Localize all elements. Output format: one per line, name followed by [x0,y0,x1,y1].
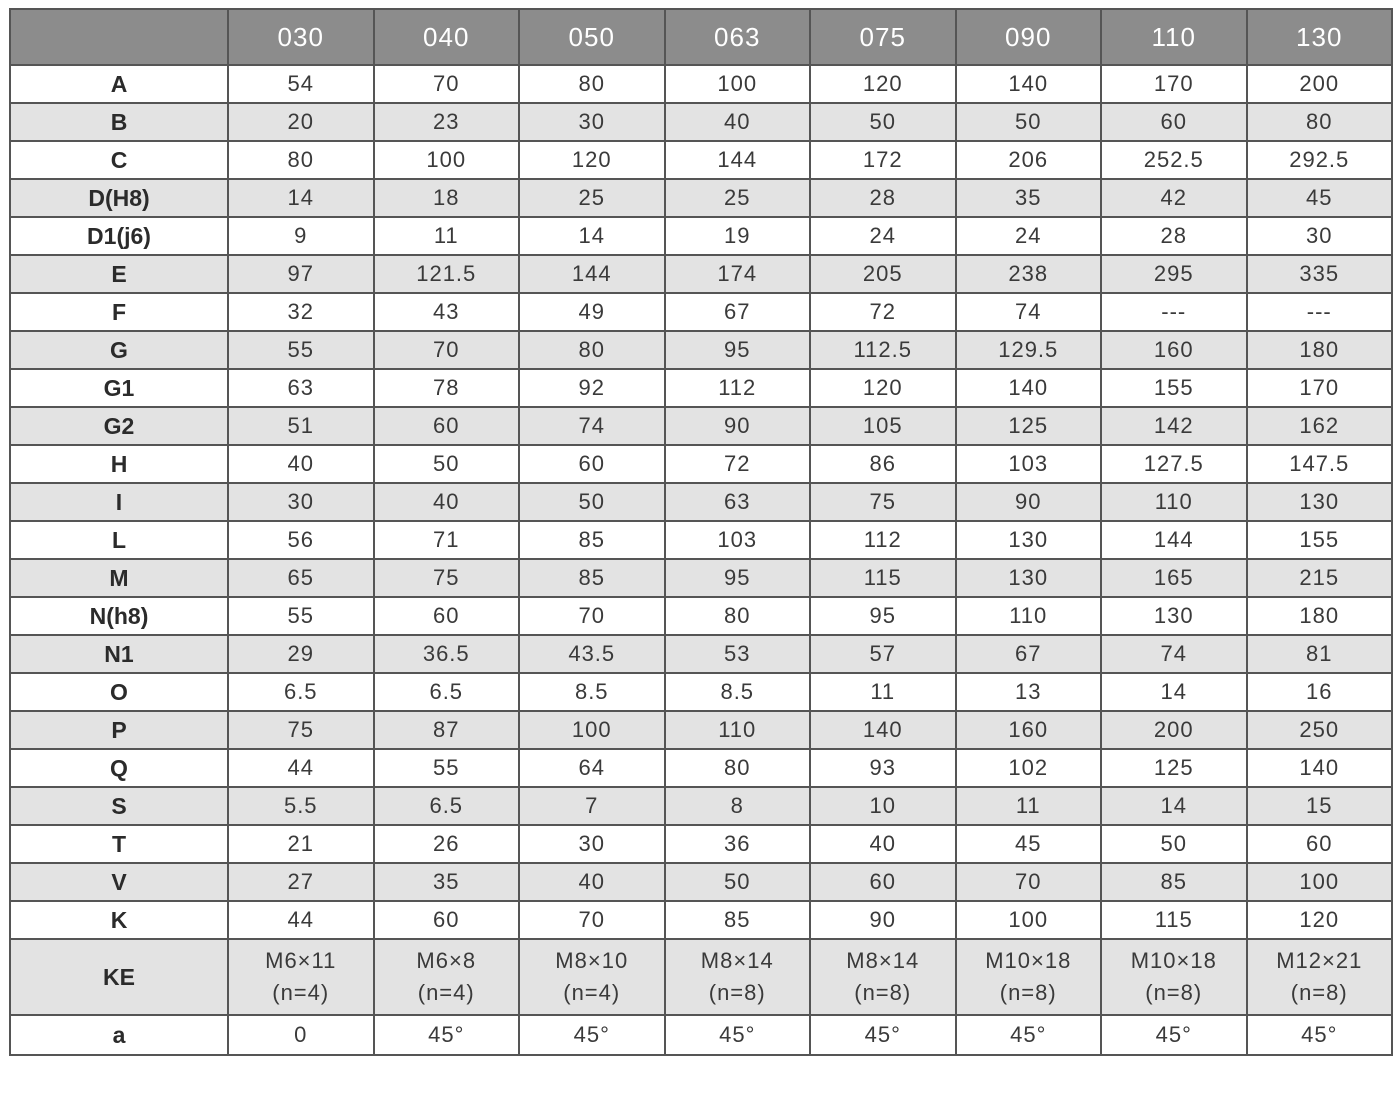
table-cell: 130 [1101,597,1247,635]
table-cell: 121.5 [374,255,520,293]
row-label: L [10,521,228,559]
table-cell: 63 [228,369,374,407]
row-label: F [10,293,228,331]
table-cell: 40 [519,863,665,901]
table-cell: 110 [665,711,811,749]
table-cell: 11 [374,217,520,255]
table-cell: 54 [228,65,374,103]
table-cell: 8.5 [519,673,665,711]
table-cell: 60 [810,863,956,901]
table-cell: 80 [519,65,665,103]
table-cell: 42 [1101,179,1247,217]
table-cell: 162 [1247,407,1393,445]
table-cell: 45 [1247,179,1393,217]
table-cell: 45° [374,1015,520,1055]
table-cell: 13 [956,673,1102,711]
table-cell: 6.5 [374,673,520,711]
table-row [10,179,1392,217]
table-cell: 45° [519,1015,665,1055]
dimension-table-container [9,8,1393,1056]
table-cell [665,939,811,1015]
table-cell: 110 [1101,483,1247,521]
table-row [10,293,1392,331]
table-cell: 180 [1247,331,1393,369]
cell-line: (n=8) [1145,980,1203,1005]
table-cell: 90 [810,901,956,939]
row-label: S [10,787,228,825]
row-label: M [10,559,228,597]
table-cell: 125 [1101,749,1247,787]
table-cell: 200 [1247,65,1393,103]
table-cell: 24 [810,217,956,255]
table-cell: 120 [519,141,665,179]
table-cell: 10 [810,787,956,825]
table-cell: 40 [228,445,374,483]
row-label: T [10,825,228,863]
table-row [10,825,1392,863]
cell-line: (n=8) [708,980,766,1005]
table-cell: 11 [956,787,1102,825]
table-cell: 174 [665,255,811,293]
table-cell: 180 [1247,597,1393,635]
table-cell: 36 [665,825,811,863]
table-cell: 70 [519,597,665,635]
table-cell: 25 [665,179,811,217]
table-cell: 74 [956,293,1102,331]
table-cell: 57 [810,635,956,673]
table-cell: 120 [810,369,956,407]
table-cell: 103 [665,521,811,559]
table-cell [956,939,1102,1015]
row-label: C [10,141,228,179]
row-label: D(H8) [10,179,228,217]
table-row [10,1015,1392,1055]
table-cell: 67 [665,293,811,331]
table-cell: 56 [228,521,374,559]
table-cell: 140 [956,65,1102,103]
table-cell: 103 [956,445,1102,483]
table-cell: 292.5 [1247,141,1393,179]
table-cell [228,939,374,1015]
table-cell: 102 [956,749,1102,787]
table-cell: 115 [810,559,956,597]
table-cell: 28 [810,179,956,217]
table-cell: 70 [519,901,665,939]
table-cell: 125 [956,407,1102,445]
column-header-5: 090 [956,9,1102,65]
table-row [10,445,1392,483]
column-header-4: 075 [810,9,956,65]
table-cell: 20 [228,103,374,141]
table-cell: 15 [1247,787,1393,825]
table-cell: 8 [665,787,811,825]
table-cell: 100 [374,141,520,179]
cell-line: M6×8 [416,948,477,973]
table-cell: 16 [1247,673,1393,711]
row-label: G1 [10,369,228,407]
cell-line: (n=8) [999,980,1057,1005]
table-row [10,673,1392,711]
table-cell: 250 [1247,711,1393,749]
table-cell: 30 [519,825,665,863]
cell-line: M10×18 [1130,948,1217,973]
table-cell: 45 [956,825,1102,863]
table-cell [1247,939,1393,1015]
table-cell: 90 [665,407,811,445]
cell-line: M8×14 [700,948,774,973]
table-cell: 60 [1247,825,1393,863]
cell-line: M12×21 [1276,948,1363,973]
table-cell: 60 [519,445,665,483]
table-cell: 112 [810,521,956,559]
table-cell: 95 [665,559,811,597]
table-cell: 112.5 [810,331,956,369]
table-row [10,939,1392,1015]
table-cell: 85 [665,901,811,939]
table-cell: 55 [374,749,520,787]
table-cell: 25 [519,179,665,217]
column-header-1: 040 [374,9,520,65]
table-cell: 11 [810,673,956,711]
table-cell: 115 [1101,901,1247,939]
table-cell: 50 [956,103,1102,141]
row-label: B [10,103,228,141]
table-cell: 140 [956,369,1102,407]
table-cell: 120 [810,65,956,103]
table-cell: 21 [228,825,374,863]
table-cell: 70 [374,331,520,369]
table-cell: 23 [374,103,520,141]
table-cell: 105 [810,407,956,445]
table-cell: 0 [228,1015,374,1055]
table-cell: 64 [519,749,665,787]
table-cell: 80 [519,331,665,369]
table-cell: 24 [956,217,1102,255]
table-cell: 70 [956,863,1102,901]
cell-line: M10×18 [985,948,1072,973]
table-cell [810,939,956,1015]
table-cell: 112 [665,369,811,407]
table-cell: 155 [1101,369,1247,407]
row-label: E [10,255,228,293]
table-cell: 155 [1247,521,1393,559]
table-cell: 6.5 [374,787,520,825]
table-cell: 75 [374,559,520,597]
table-cell: 90 [956,483,1102,521]
row-label: K [10,901,228,939]
table-cell: 80 [665,597,811,635]
column-header-0: 030 [228,9,374,65]
table-cell: 142 [1101,407,1247,445]
table-cell: 160 [956,711,1102,749]
table-cell: 130 [956,521,1102,559]
table-cell: 140 [810,711,956,749]
table-cell: 60 [1101,103,1247,141]
table-cell: 44 [228,749,374,787]
table-row [10,711,1392,749]
table-cell: 170 [1247,369,1393,407]
table-cell: 44 [228,901,374,939]
table-cell: 129.5 [956,331,1102,369]
table-cell: 92 [519,369,665,407]
row-label: O [10,673,228,711]
table-cell: 30 [519,103,665,141]
table-cell: 32 [228,293,374,331]
table-cell [374,939,520,1015]
table-cell: 100 [1247,863,1393,901]
table-cell: 71 [374,521,520,559]
table-cell: 50 [665,863,811,901]
table-cell: 95 [810,597,956,635]
table-cell: 27 [228,863,374,901]
table-cell: 40 [374,483,520,521]
table-row [10,65,1392,103]
table-cell: 29 [228,635,374,673]
table-cell [1101,939,1247,1015]
table-cell: 43.5 [519,635,665,673]
table-cell [519,939,665,1015]
table-cell: 18 [374,179,520,217]
table-cell: 110 [956,597,1102,635]
row-label: G [10,331,228,369]
table-cell: 100 [519,711,665,749]
table-cell: 170 [1101,65,1247,103]
cell-line: M8×10 [555,948,629,973]
table-cell: --- [1247,293,1393,331]
row-label: N1 [10,635,228,673]
table-cell: 26 [374,825,520,863]
table-row [10,597,1392,635]
table-cell: 40 [810,825,956,863]
row-label: V [10,863,228,901]
row-label: H [10,445,228,483]
table-cell: 14 [228,179,374,217]
table-cell: 60 [374,597,520,635]
cell-line: (n=4) [417,980,475,1005]
row-label: D1(j6) [10,217,228,255]
table-cell: 60 [374,407,520,445]
table-cell: 75 [228,711,374,749]
table-cell: 72 [810,293,956,331]
table-cell: 78 [374,369,520,407]
table-row [10,901,1392,939]
table-cell: 200 [1101,711,1247,749]
table-cell: 206 [956,141,1102,179]
cell-line: (n=8) [854,980,912,1005]
table-row [10,141,1392,179]
header-corner-cell [10,9,228,65]
table-header [10,9,1392,65]
table-cell: 40 [665,103,811,141]
table-cell: 140 [1247,749,1393,787]
table-row [10,635,1392,673]
table-row [10,483,1392,521]
table-cell: 335 [1247,255,1393,293]
table-cell: 35 [374,863,520,901]
table-cell: 75 [810,483,956,521]
table-cell: 85 [519,559,665,597]
table-cell: 14 [519,217,665,255]
column-header-3: 063 [665,9,811,65]
table-cell: 45° [665,1015,811,1055]
table-cell: 50 [810,103,956,141]
table-cell: 7 [519,787,665,825]
table-cell: 144 [519,255,665,293]
table-cell: 67 [956,635,1102,673]
table-cell: 97 [228,255,374,293]
row-label: Q [10,749,228,787]
table-cell: 205 [810,255,956,293]
table-cell: 85 [1101,863,1247,901]
table-cell: 53 [665,635,811,673]
cell-line: (n=4) [563,980,621,1005]
header-row [10,9,1392,65]
table-cell: 295 [1101,255,1247,293]
table-cell: 86 [810,445,956,483]
table-cell: 87 [374,711,520,749]
table-cell: 43 [374,293,520,331]
table-cell: 70 [374,65,520,103]
table-cell: 85 [519,521,665,559]
table-cell: 5.5 [228,787,374,825]
table-cell: 8.5 [665,673,811,711]
table-cell: 93 [810,749,956,787]
table-cell: 49 [519,293,665,331]
table-cell: 80 [228,141,374,179]
table-cell: 55 [228,331,374,369]
table-cell: 36.5 [374,635,520,673]
row-label: a [10,1015,228,1055]
table-cell: 81 [1247,635,1393,673]
table-row [10,407,1392,445]
table-cell: 50 [519,483,665,521]
table-cell: 6.5 [228,673,374,711]
cell-line: M6×11 [265,948,337,973]
table-cell: 147.5 [1247,445,1393,483]
table-cell: 30 [1247,217,1393,255]
column-header-6: 110 [1101,9,1247,65]
table-cell: 65 [228,559,374,597]
table-row [10,369,1392,407]
table-cell: 74 [519,407,665,445]
table-cell: 120 [1247,901,1393,939]
table-row [10,521,1392,559]
table-cell: 35 [956,179,1102,217]
table-row [10,255,1392,293]
cell-line: (n=8) [1290,980,1348,1005]
table-cell: 130 [1247,483,1393,521]
table-cell: 144 [1101,521,1247,559]
table-cell: 80 [665,749,811,787]
table-cell: --- [1101,293,1247,331]
table-cell: 51 [228,407,374,445]
table-cell: 60 [374,901,520,939]
table-cell: 172 [810,141,956,179]
column-header-2: 050 [519,9,665,65]
table-cell: 50 [1101,825,1247,863]
table-cell: 100 [956,901,1102,939]
table-row [10,863,1392,901]
table-cell: 127.5 [1101,445,1247,483]
table-row [10,331,1392,369]
row-label: N(h8) [10,597,228,635]
table-cell: 252.5 [1101,141,1247,179]
table-cell: 74 [1101,635,1247,673]
table-cell: 238 [956,255,1102,293]
table-row [10,103,1392,141]
table-cell: 80 [1247,103,1393,141]
table-cell: 14 [1101,673,1247,711]
table-body [10,65,1392,1055]
table-cell: 45° [1247,1015,1393,1055]
table-cell: 215 [1247,559,1393,597]
table-cell: 160 [1101,331,1247,369]
table-row [10,787,1392,825]
table-cell: 63 [665,483,811,521]
cell-line: (n=4) [272,980,330,1005]
table-cell: 100 [665,65,811,103]
row-label: I [10,483,228,521]
table-row [10,559,1392,597]
table-cell: 130 [956,559,1102,597]
cell-line: M8×14 [846,948,920,973]
row-label: A [10,65,228,103]
table-cell: 45° [956,1015,1102,1055]
table-cell: 14 [1101,787,1247,825]
row-label: KE [10,939,228,1015]
table-cell: 45° [1101,1015,1247,1055]
table-cell: 55 [228,597,374,635]
table-cell: 45° [810,1015,956,1055]
dimension-table [9,8,1393,1056]
table-row [10,749,1392,787]
row-label: G2 [10,407,228,445]
table-cell: 165 [1101,559,1247,597]
table-cell: 30 [228,483,374,521]
table-cell: 9 [228,217,374,255]
row-label: P [10,711,228,749]
table-cell: 50 [374,445,520,483]
column-header-7: 130 [1247,9,1393,65]
table-cell: 95 [665,331,811,369]
table-cell: 28 [1101,217,1247,255]
table-cell: 72 [665,445,811,483]
table-cell: 144 [665,141,811,179]
table-row [10,217,1392,255]
table-cell: 19 [665,217,811,255]
